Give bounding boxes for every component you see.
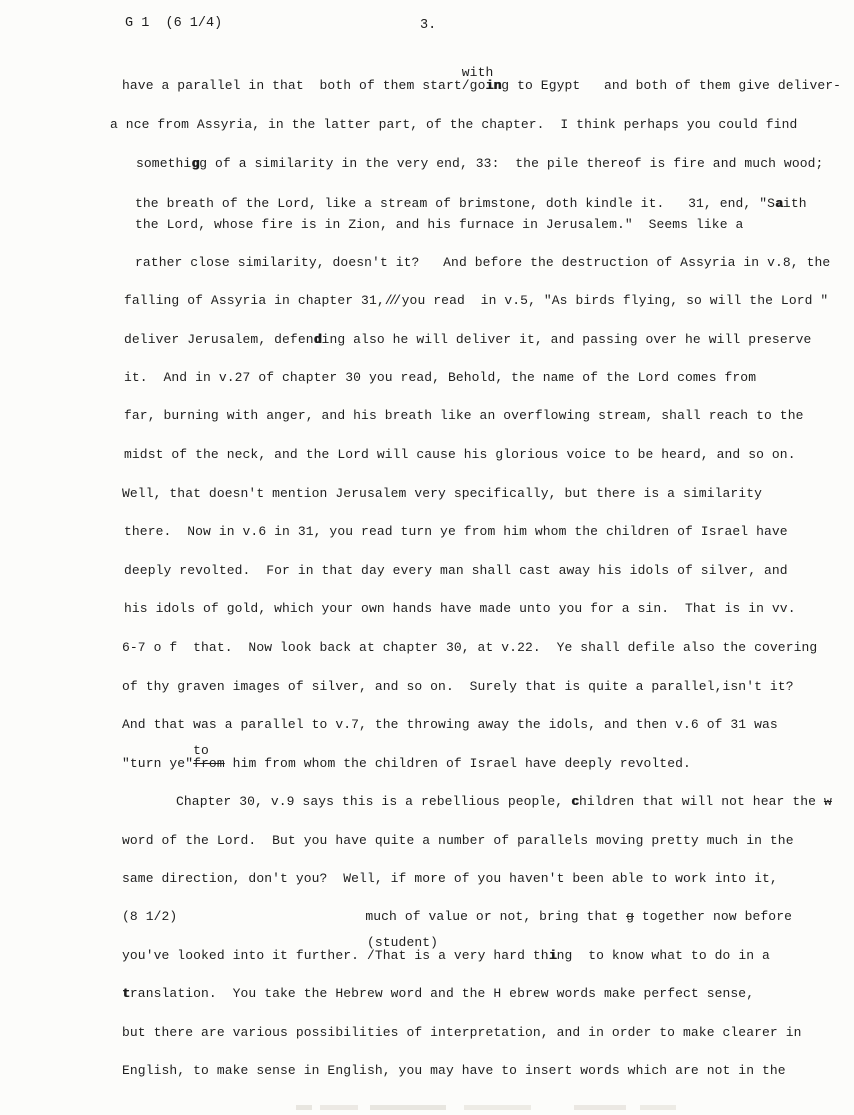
text-segment: hildren that will not hear the: [578, 794, 824, 809]
overtyped-text: d: [313, 332, 322, 347]
text-segment: "turn ye": [122, 756, 194, 771]
struck-out-text: from: [193, 756, 225, 771]
text-segment: 6-7 o f that. Now look back at chapter 30, at v.22. Ye shall defile also the covering: [122, 640, 818, 655]
text-segment: /That: [366, 948, 407, 963]
text-segment: far, burning with anger, and his breath like an overflowing stream, shall reach to the: [124, 408, 804, 423]
typed-line: [176, 794, 832, 810]
typed-line: [122, 1063, 786, 1079]
typed-line: [122, 640, 817, 656]
typed-line: [124, 408, 804, 424]
correction-anchor: [193, 743, 225, 772]
typed-line: [122, 717, 778, 733]
typed-line: [122, 935, 770, 964]
text-segment: ng to know what to do in a: [556, 948, 770, 963]
text-segment: a nce from Assyria, in the latter part, of the chapter. I think perhaps you could find: [110, 117, 798, 132]
text-segment: (8 1/2): [122, 909, 178, 924]
text-segment: is a very hard th: [406, 948, 549, 963]
text-segment: but there are various possibilities of interpretation, and in order to make clearer in: [122, 1025, 802, 1040]
typed-line: [136, 156, 823, 172]
text-segment: ///: [384, 293, 398, 308]
typed-line: [122, 486, 762, 502]
document-reference: G 1 (6 1/4): [125, 16, 223, 31]
typed-line: [124, 332, 811, 348]
overtyped-text: in: [485, 78, 502, 93]
overtyped-text: c: [571, 794, 579, 809]
page-number: 3.: [420, 18, 437, 33]
text-segment: deliver Jerusalem, defen: [124, 332, 314, 347]
text-segment: it. And in v.27 of chapter 30 you read, Behold, the name of the Lord comes from: [124, 370, 757, 385]
text-segment: same direction, don't you? Well, if more of you haven't been able to work into it,: [122, 871, 778, 886]
text-segment: his idols of gold, which your own hands have made unto you for a sin. That is in vv.: [124, 601, 796, 616]
typed-line: [124, 370, 756, 386]
struck-out-text: g: [626, 909, 634, 924]
cut-off-text-fragment: [296, 1105, 676, 1110]
text-segment: you read in v.5, "As birds flying, so will the Lord ": [401, 293, 829, 308]
text-segment: have a parallel in that both of them start: [122, 78, 462, 93]
typed-line: [135, 217, 743, 233]
typed-line: [122, 871, 778, 887]
text-segment: Well, that doesn't mention Jerusalem very specifically, but there is a similarity: [122, 486, 763, 501]
inserted-word-above-line: (student): [366, 935, 439, 950]
text-segment: go: [469, 78, 486, 93]
inserted-word-above-line: to: [193, 743, 209, 758]
typed-line: [124, 563, 788, 579]
text-segment: word of the Lord. But you have quite a number of parallels moving pretty much in the: [122, 833, 794, 848]
typed-line: [124, 293, 828, 309]
overtyped-text: a: [775, 196, 783, 211]
typed-line: [122, 743, 691, 772]
text-segment: the breath of the Lord, like a stream of brimstone, doth kindle it. 31, end, "S: [135, 196, 776, 211]
text-segment: falling of Assyria in chapter 31,: [124, 293, 385, 308]
typed-line: [122, 65, 842, 94]
correction-anchor: [366, 935, 439, 964]
text-segment: Chapter 30, v.9 says this is a rebellious people,: [176, 794, 572, 809]
typed-line: [124, 524, 788, 540]
typed-line: [122, 1025, 802, 1041]
text-segment: of thy graven images of silver, and so on. Surely that is quite a parallel,isn't it?: [122, 679, 794, 694]
text-segment: much of value or not, bring that: [365, 909, 627, 924]
struck-out-text: w: [823, 794, 832, 809]
overtyped-text: g: [191, 156, 200, 171]
text-segment: ranslation. You take the Hebrew word and the H ebrew words make perfect sense,: [129, 986, 755, 1001]
text-segment: g of a similarity in the very end, 33: the pile thereof is fire and much wood;: [199, 156, 824, 171]
typed-line: [122, 986, 754, 1002]
text-segment: there. Now in v.6 in 31, you read turn ye from him whom the children of Israel have: [124, 524, 788, 539]
overtyped-text: t: [122, 986, 130, 1001]
text-segment: you've looked into it further.: [122, 948, 367, 963]
typed-line: [135, 255, 830, 271]
text-segment: deeply revolted. For in that day every man shall cast away his idols of silver, and: [124, 563, 788, 578]
inserted-word-above-line: with: [461, 65, 494, 80]
typed-line: [110, 117, 797, 133]
text-segment: him from whom the children of Israel have deeply revolted.: [224, 756, 691, 771]
text-segment: together now before: [633, 909, 792, 924]
overtyped-text: i: [548, 948, 557, 963]
text-segment: ing also he will deliver it, and passing over he will preserve: [321, 332, 812, 347]
text-segment: English, to make sense in English, you may have to insert words which are not in the: [122, 1063, 786, 1078]
text-segment: ith: [782, 196, 807, 211]
typed-line: [135, 196, 807, 212]
text-segment: somethi: [136, 156, 192, 171]
text-segment: And that was a parallel to v.7, the throwing away the idols, and then v.6 of 31 was: [122, 717, 778, 732]
text-segment: the Lord, whose fire is in Zion, and his furnace in Jerusalem." Seems like a: [135, 217, 744, 232]
typed-line: [122, 909, 792, 925]
text-segment: midst of the neck, and the Lord will cause his glorious voice to be heard, and so on.: [124, 447, 796, 462]
text-segment: g to Egypt and both of them give deliver-: [501, 78, 842, 93]
typed-line: [122, 679, 794, 695]
text-segment: /: [461, 78, 470, 93]
typed-line: [124, 601, 796, 617]
typed-line: [122, 833, 794, 849]
typed-line: [124, 447, 796, 463]
text-segment: rather close similarity, doesn't it? And before the destruction of Assyria in v.8, the: [135, 255, 831, 270]
